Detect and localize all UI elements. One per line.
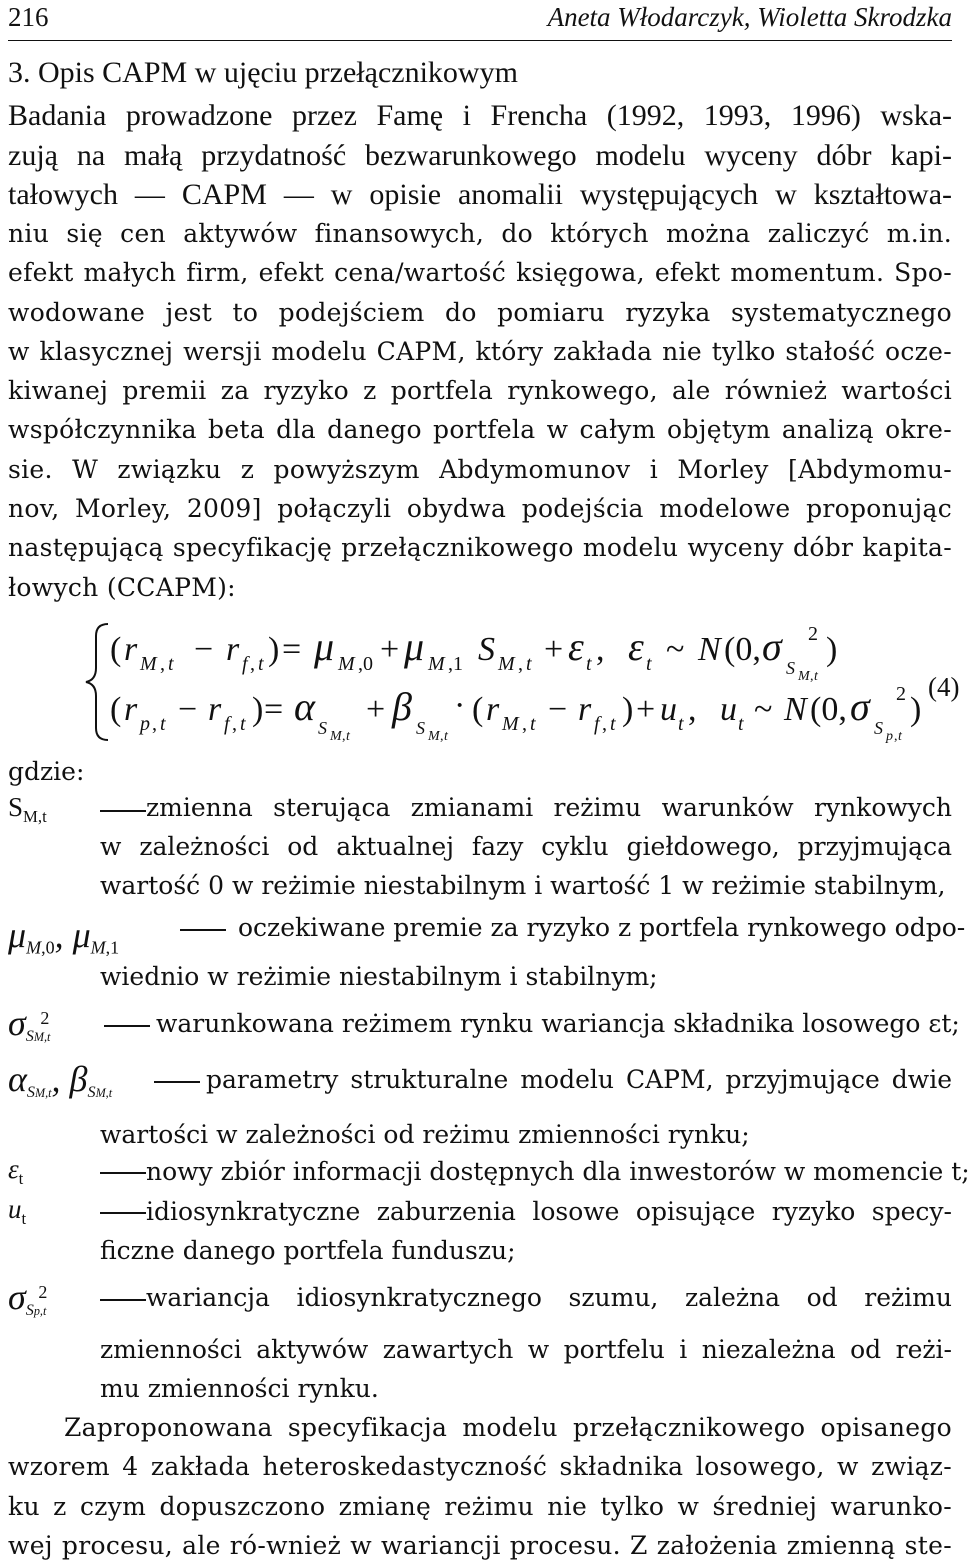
svg-text:M: M (428, 653, 445, 675)
svg-text:+: + (380, 631, 400, 668)
em-dash (154, 1081, 200, 1083)
def-line: nowy zbiór informacji dostępnych dla inwestorów w momencie t; (146, 1157, 970, 1186)
svg-text:,: , (232, 713, 237, 735)
svg-text:N: N (784, 691, 807, 728)
em-dash (180, 929, 226, 931)
svg-text:M: M (330, 729, 342, 744)
svg-text:t: t (444, 729, 448, 744)
svg-text:r: r (486, 691, 500, 728)
text-line: nov, Morley, 2009] połączyli obydwa podejścia modelowe proponując (8, 494, 952, 524)
svg-text:,: , (810, 669, 814, 684)
svg-text:(0,: (0, (810, 691, 847, 728)
svg-text:M: M (140, 653, 157, 675)
svg-text:·: · (454, 687, 466, 724)
page-number: 216 (8, 2, 49, 32)
svg-text:M: M (428, 729, 440, 744)
def-line: zmienna sterująca zmianami reżimu warunków rynkowych (146, 793, 952, 822)
definition-sigma-spt (146, 1278, 952, 1317)
svg-text:t: t (898, 729, 902, 744)
definition-u-cont (100, 1231, 952, 1270)
svg-text:t: t (168, 653, 174, 675)
svg-text:S: S (874, 718, 883, 738)
header-rule (8, 40, 952, 41)
definition-sigma-smt (156, 1004, 960, 1043)
equation-row-2 (110, 683, 921, 744)
text-line: tałowych — CAPM — w opisie anomalii występujących w kształtowa- (8, 178, 952, 211)
svg-text:(: ( (472, 691, 484, 728)
svg-text:f: f (594, 713, 600, 735)
svg-text:r: r (124, 691, 138, 728)
def-line: wartości w zależności od reżimu zmienności rynku; (100, 1120, 750, 1149)
svg-text:,: , (602, 713, 607, 735)
svg-text:t: t (346, 729, 350, 744)
svg-text:t: t (530, 713, 536, 735)
def-line: parametry strukturalne modelu CAPM, przyjmujące dwie (206, 1065, 952, 1094)
definition-mu (238, 908, 966, 947)
svg-text:S: S (416, 718, 425, 738)
svg-text:,: , (440, 729, 444, 744)
svg-text:,: , (894, 729, 898, 744)
svg-text:r: r (578, 691, 592, 728)
text-line: Badania prowadzone przez Famę i Frencha (1992, 1993, 1996) wska- (8, 99, 952, 132)
em-dash (100, 810, 146, 812)
svg-text:f: f (224, 713, 230, 735)
intro-paragraph (8, 96, 952, 215)
svg-text:,0: ,0 (358, 653, 373, 675)
svg-text:t: t (678, 713, 684, 735)
svg-text:,: , (522, 713, 527, 735)
text-line: wzorem 4 zakłada heteroskedastyczność składnika losowego, w związ- (8, 1452, 952, 1482)
svg-text:,: , (596, 631, 605, 668)
svg-text:t: t (258, 653, 264, 675)
svg-text:=: = (282, 631, 302, 668)
text-line: łowych (CCAPM): (8, 572, 236, 602)
svg-text:,: , (152, 713, 157, 735)
svg-text:u: u (720, 691, 737, 728)
def-line: w zależności od aktualnej fazy cyklu giełdowego, przyjmująca (100, 832, 952, 861)
svg-text:μ: μ (404, 624, 425, 669)
svg-text:p: p (140, 713, 150, 735)
equation-number: (4) (928, 672, 960, 702)
text-line: wodowane jest to podejściem do pomiaru ryzyka systematycznego (8, 297, 952, 327)
definition-alpha-beta-cont (100, 1115, 952, 1154)
def-line: wariancja idiosynkratycznego szumu, zależna od reżimu (146, 1283, 952, 1312)
svg-text:~: ~ (754, 691, 773, 728)
svg-text:S: S (318, 718, 327, 738)
em-dash (104, 1025, 150, 1027)
svg-text:(: ( (110, 691, 122, 728)
brace (86, 624, 108, 740)
svg-text:2: 2 (808, 623, 818, 645)
equation-row-1 (110, 623, 837, 684)
where-label: gdzie: (8, 757, 85, 786)
section-title: 3. Opis CAPM w ujęciu przełącznikowym (8, 56, 518, 89)
svg-text:,: , (250, 653, 255, 675)
svg-text:β: β (392, 684, 412, 729)
svg-text:r: r (208, 691, 222, 728)
svg-text:M: M (498, 653, 515, 675)
def-line: wiednio w reżimie niestabilnym i stabilnym; (100, 962, 658, 991)
svg-text:t: t (160, 713, 166, 735)
svg-text:): ) (910, 691, 922, 728)
def-symbol-alpha-beta: $\alpha_{SM,t}$, $\beta_{SM,t}$ (8, 1059, 113, 1101)
def-line: wartość 0 w reżimie niestabilnym i wartość 1 w reżimie stabilnym, (100, 871, 946, 901)
svg-text:p: p (886, 729, 893, 744)
text-line: kiwanej premii za ryzyko z portfela rynkowego, ale również wartości (8, 376, 952, 406)
text-line: efekt małych firm, efekt cena/wartość księgowa, efekt momentum. Spo- (8, 258, 952, 288)
text-line: Zaproponowana specyfikacja modelu przełącznikowego opisanego (64, 1413, 952, 1442)
svg-text:ε: ε (628, 624, 644, 669)
svg-text:σ: σ (850, 684, 870, 729)
svg-text:t: t (738, 713, 744, 735)
svg-text:t: t (646, 653, 652, 675)
svg-text:(: ( (110, 631, 122, 668)
def-line: idiosynkratyczne zaburzenia losowe opisujące ryzyko specy- (146, 1197, 952, 1226)
text-line: następującą specyfikację przełącznikowego modelu wyceny dóbr kapita- (8, 533, 952, 563)
svg-text:f: f (242, 653, 248, 675)
svg-text:2: 2 (896, 683, 906, 705)
svg-text:t: t (240, 713, 246, 735)
running-header-authors: Aneta Włodarczyk, Wioletta Skrodzka (547, 2, 952, 32)
svg-text:): ) (826, 631, 838, 668)
svg-text:,: , (342, 729, 346, 744)
text-line: niu się cen aktywów finansowych, do których można zaliczyć m.in. (8, 219, 952, 248)
text-line: w klasycznej wersji modelu CAPM, który zakłada nie tylko stałość ocze- (8, 336, 952, 366)
svg-text:t: t (610, 713, 616, 735)
def-symbol-sigma-smt: $\sigma_{SM,t}^2$ (8, 1003, 51, 1045)
svg-text:ε: ε (568, 624, 584, 669)
svg-text:t: t (814, 669, 818, 684)
svg-text:): ) (622, 691, 634, 728)
def-line: zmienności aktywów zawartych w portfelu i niezależna od reżi- (100, 1335, 952, 1364)
svg-text:M: M (798, 669, 810, 684)
def-line: oczekiwane premie za ryzyko z portfela rynkowego odpo- (238, 913, 966, 942)
em-dash (100, 1172, 146, 1174)
svg-text:−: − (194, 631, 214, 668)
svg-text:α: α (294, 684, 315, 729)
definition-s-mt-cont (100, 827, 952, 906)
svg-text:,: , (518, 653, 523, 675)
def-symbol-sigma-spt: $\sigma_{Sp,t}^2$ (8, 1277, 48, 1319)
svg-text:+: + (636, 691, 656, 728)
definition-epsilon (146, 1152, 970, 1191)
svg-text:,1: ,1 (448, 653, 463, 675)
text-line: wej procesu, ale ró-wnież w wariancji procesu. Z założenia zmienną ste- (8, 1530, 952, 1560)
svg-text:,: , (160, 653, 165, 675)
svg-text:M: M (338, 653, 355, 675)
em-dash (100, 1212, 146, 1214)
running-header (8, 0, 952, 42)
def-symbol-s-mt: $S_{M,t}$ (8, 792, 47, 826)
svg-text:r: r (226, 631, 240, 668)
text-line: sie. W związku z powyższym Abdymomunov i Morley [Abdymomu- (8, 454, 952, 484)
def-line: warunkowana reżimem rynku wariancja składnika losowego εt; (156, 1009, 960, 1038)
svg-text:M: M (502, 713, 519, 735)
svg-text:(0,: (0, (724, 631, 761, 668)
svg-text:N: N (698, 631, 721, 668)
text-line: współczynnika beta dla danego portfela w całym objętym analizą okre- (8, 415, 952, 445)
definition-alpha-beta (206, 1060, 952, 1099)
equation-svg (8, 612, 960, 752)
svg-text:t: t (526, 653, 532, 675)
svg-text:S: S (786, 658, 795, 678)
em-dash (100, 1299, 146, 1301)
def-line: mu zmienności rynku. (100, 1374, 379, 1404)
svg-text:~: ~ (666, 631, 685, 668)
svg-text:,: , (688, 691, 697, 728)
svg-text:+: + (366, 691, 386, 728)
def-symbol-u: $u_t$ (8, 1194, 27, 1228)
def-symbol-mu: $\mu_{M,0}$, $\mu_{M,1}$ (8, 915, 120, 958)
closing-paragraph (8, 1408, 952, 1565)
text-line: zują na małą przydatność bezwarunkowego modelu wyceny dóbr kapi- (8, 138, 952, 172)
svg-text:μ: μ (314, 624, 335, 669)
def-symbol-epsilon: $\varepsilon_t$ (8, 1154, 24, 1188)
definition-s-mt (146, 788, 952, 827)
svg-text:=: = (264, 691, 284, 728)
definition-sigma-spt-cont (100, 1330, 952, 1409)
definition-u (146, 1192, 952, 1231)
svg-text:S: S (478, 631, 495, 668)
svg-text:): ) (252, 691, 264, 728)
def-line: ficzne danego portfela funduszu; (100, 1236, 516, 1265)
svg-text:+: + (544, 631, 564, 668)
svg-text:−: − (548, 691, 568, 728)
svg-text:r: r (124, 631, 138, 668)
svg-text:): ) (268, 631, 280, 668)
equation-block (8, 612, 960, 752)
svg-text:−: − (178, 691, 198, 728)
definition-mu-cont (100, 957, 952, 996)
text-line: ku z czym dopuszczono zmianę reżimu nie tylko w średniej warunko- (8, 1491, 952, 1521)
svg-text:t: t (586, 653, 592, 675)
body-paragraph (8, 214, 952, 607)
svg-text:u: u (660, 691, 677, 728)
svg-text:σ: σ (762, 624, 782, 669)
